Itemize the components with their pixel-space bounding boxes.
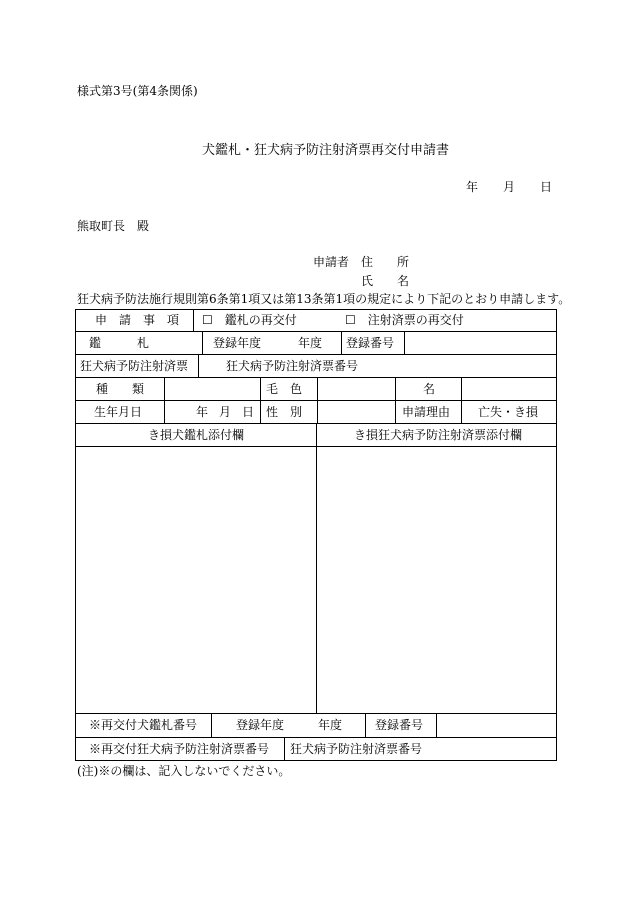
row-divider: [75, 377, 557, 378]
damaged-vaccine-attach-label: き損狂犬病予防注射済票添付欄: [354, 428, 523, 442]
reissued-reg-year-label: 登録年度: [236, 718, 285, 732]
damaged-tag-attach-label: き損犬鑑札添付欄: [148, 428, 245, 442]
col-divider: [316, 423, 317, 713]
col-divider: [404, 331, 405, 354]
reissued-tag-number-label: ※再交付犬鑑札番号: [89, 718, 198, 732]
vaccine-number-field-label: 狂犬病予防注射済票番号: [290, 742, 423, 756]
page-title: 犬鑑札・狂犬病予防注射済票再交付申請書: [202, 143, 450, 158]
reg-number-label: 登録番号: [346, 336, 395, 350]
col-divider: [365, 713, 366, 737]
form-number: 様式第3号(第4条関係): [77, 84, 198, 98]
birth-day: 日: [242, 405, 255, 419]
date-year: 年: [466, 180, 479, 194]
addressee: 熊取町長 殿: [77, 219, 150, 233]
coat-label: 毛 色: [266, 382, 303, 396]
reason-label: 申請理由: [402, 405, 451, 419]
reissued-vaccine-number-label: ※再交付狂犬病予防注射済票番号: [89, 742, 270, 756]
vaccine-number-label: 狂犬病予防注射済票番号: [226, 359, 359, 373]
applicant-label: 申請者: [313, 255, 350, 269]
applicant-name-label: 氏 名: [361, 274, 410, 288]
breed-label: 種 類: [96, 382, 145, 396]
birth-label: 生年月日: [94, 405, 143, 419]
request-items-label: 申 請 事 項: [95, 313, 180, 327]
col-divider: [341, 331, 342, 354]
col-divider: [461, 377, 462, 423]
col-divider: [211, 713, 212, 737]
statement: 狂犬病予防法施行規則第6条第1項又は第13条第1項の規定により下記のとおり申請します。: [77, 292, 571, 306]
year-suffix: 年度: [298, 336, 323, 350]
birth-year: 年: [196, 405, 209, 419]
col-divider: [193, 309, 194, 331]
date-month: 月: [503, 180, 516, 194]
col-divider: [284, 737, 285, 761]
reissued-reg-number-label: 登録番号: [375, 718, 424, 732]
applicant-address-label: 住 所: [361, 255, 410, 269]
tag-label: 鑑 札: [89, 336, 150, 350]
col-divider: [436, 713, 437, 737]
col-divider: [317, 377, 318, 423]
col-divider: [395, 377, 396, 423]
reissue-vaccine-checkbox[interactable]: ☐ 注射済票の再交付: [345, 313, 464, 327]
footnote: (注)※の欄は、記入しないでください。: [77, 764, 291, 778]
col-divider: [202, 331, 203, 354]
dog-name-label: 名: [423, 382, 436, 396]
sex-label: 性 別: [266, 405, 303, 419]
reissued-year-suffix: 年度: [318, 718, 343, 732]
col-divider: [260, 377, 261, 423]
col-divider: [164, 377, 165, 423]
reg-year-label: 登録年度: [213, 336, 262, 350]
col-divider: [198, 354, 199, 377]
reissue-tag-checkbox[interactable]: ☐ 鑑札の再交付: [202, 313, 297, 327]
reason-value: 亡失・き損: [478, 405, 539, 419]
vaccine-label: 狂犬病予防注射済票: [80, 359, 189, 373]
birth-month: 月: [219, 405, 232, 419]
date-day: 日: [540, 180, 553, 194]
